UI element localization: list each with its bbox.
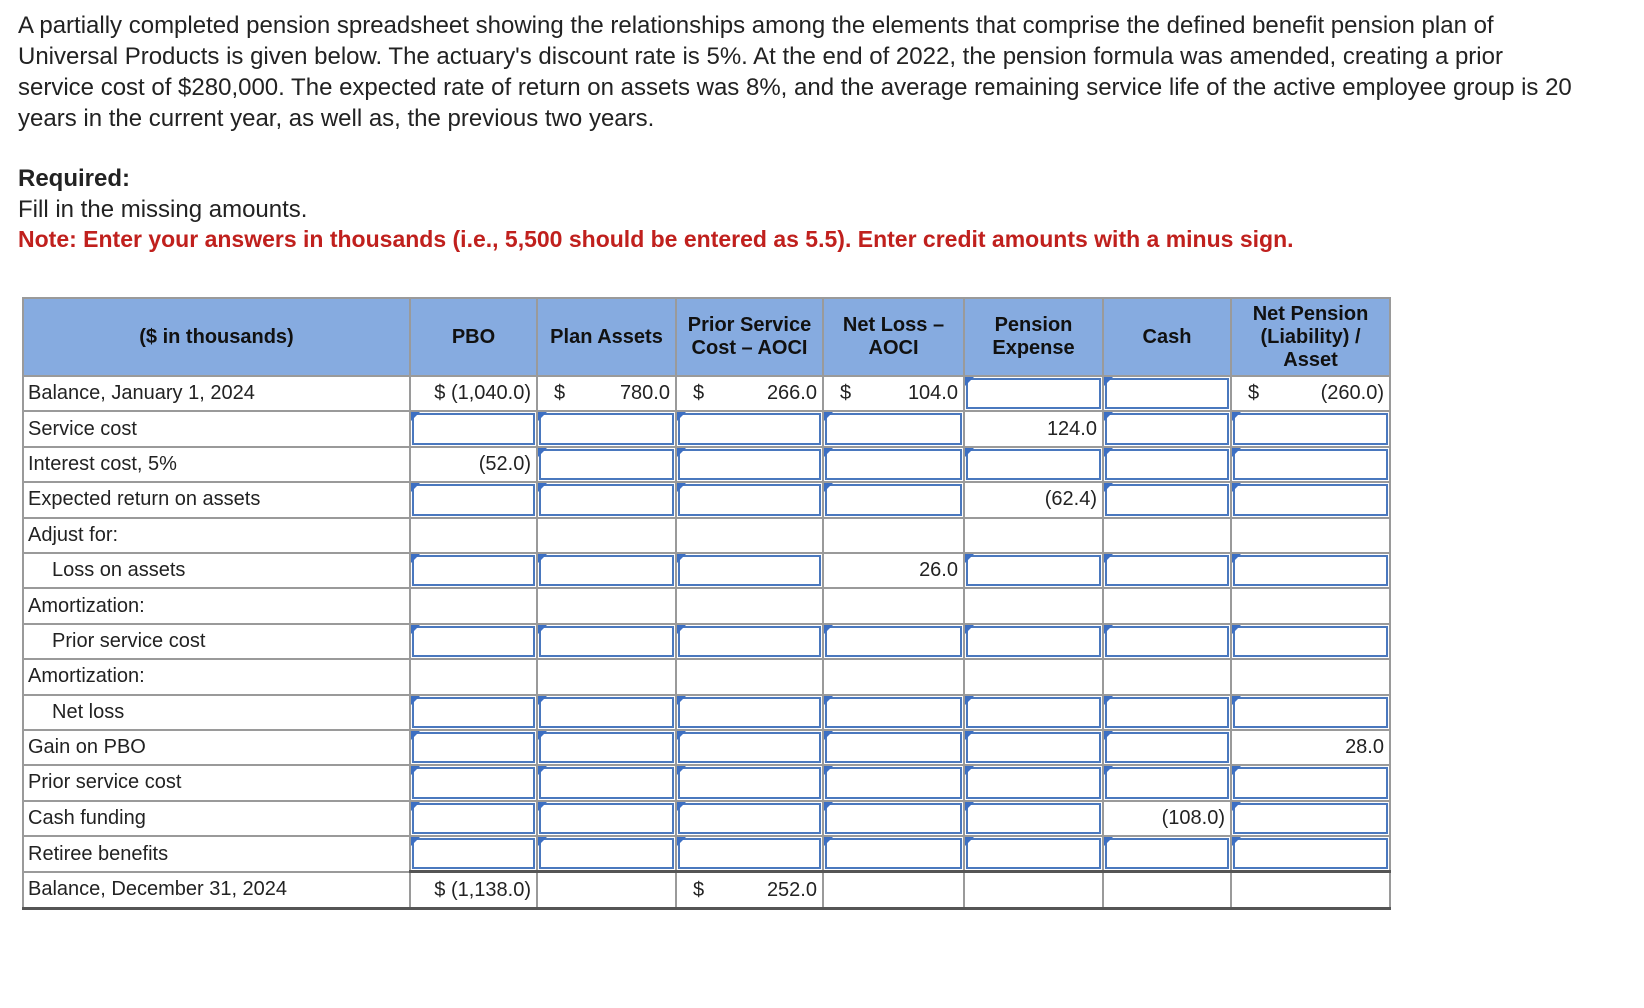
answer-input[interactable] — [1107, 380, 1227, 407]
currency-sign: $ — [693, 878, 705, 901]
answer-input[interactable] — [827, 415, 960, 442]
input-marker-icon — [538, 766, 547, 775]
net-loss-input-cell[interactable] — [823, 447, 964, 482]
header-net-loss: Net Loss – AOCI — [823, 298, 964, 376]
answer-input[interactable] — [414, 628, 533, 655]
plan-assets-input-cell[interactable] — [537, 836, 676, 872]
answer-input[interactable] — [680, 769, 819, 796]
input-marker-icon — [538, 448, 547, 457]
input-marker-icon — [824, 483, 833, 492]
answer-input[interactable] — [541, 840, 672, 867]
answer-input[interactable] — [1107, 840, 1227, 867]
answer-input[interactable] — [1235, 699, 1386, 726]
row-label: Adjust for: — [23, 518, 410, 553]
input-marker-icon — [411, 696, 420, 705]
answer-input[interactable] — [680, 486, 819, 513]
row-label: Expected return on assets — [23, 482, 410, 517]
table-row — [23, 553, 1390, 588]
answer-input[interactable] — [541, 805, 672, 832]
input-marker-icon — [411, 483, 420, 492]
net-loss-input-cell[interactable] — [823, 730, 964, 765]
net-pension-input-cell[interactable] — [1231, 801, 1390, 836]
answer-input[interactable] — [541, 451, 672, 478]
answer-input[interactable] — [968, 451, 1099, 478]
input-marker-icon — [1104, 837, 1113, 846]
input-marker-icon — [677, 412, 686, 421]
input-marker-icon — [824, 448, 833, 457]
table-row — [23, 765, 1390, 800]
cash-total — [1103, 872, 1231, 908]
answer-input[interactable] — [680, 628, 819, 655]
empty-cell — [537, 588, 676, 623]
table-row — [23, 836, 1390, 872]
required-heading: Required: — [18, 165, 131, 192]
input-marker-icon — [1232, 412, 1241, 421]
input-marker-icon — [965, 731, 974, 740]
net-loss-input-cell[interactable] — [823, 695, 964, 730]
pension-expense-input-cell[interactable] — [964, 376, 1103, 411]
table-row — [23, 482, 1390, 517]
answer-input[interactable] — [1107, 769, 1227, 796]
answer-input[interactable] — [1235, 840, 1386, 867]
empty-cell — [410, 518, 537, 553]
table-row — [23, 659, 1390, 694]
input-marker-icon — [1104, 766, 1113, 775]
header-pension-expense: Pension Expense — [964, 298, 1103, 376]
input-marker-icon — [965, 802, 974, 811]
answer-input[interactable] — [414, 415, 533, 442]
empty-cell — [823, 659, 964, 694]
pbo-input-cell[interactable] — [410, 411, 537, 446]
plan-assets-input-cell[interactable] — [537, 801, 676, 836]
input-marker-icon — [1104, 731, 1113, 740]
answer-input[interactable] — [541, 734, 672, 761]
row-label: Retiree benefits — [23, 836, 410, 872]
row-label: Gain on PBO — [23, 730, 410, 765]
input-marker-icon — [965, 696, 974, 705]
input-marker-icon — [538, 802, 547, 811]
answer-input[interactable] — [680, 451, 819, 478]
net-loss-value — [823, 376, 964, 411]
input-marker-icon — [1104, 483, 1113, 492]
pbo-input-cell[interactable] — [410, 553, 537, 588]
answer-input[interactable] — [1235, 628, 1386, 655]
pbo-value: $ (1,138.0) — [410, 872, 537, 908]
empty-cell — [1103, 588, 1231, 623]
cash-input-cell[interactable] — [1103, 553, 1231, 588]
prior-service-input-cell[interactable] — [676, 482, 823, 517]
net-loss-total — [823, 872, 964, 908]
answer-input[interactable] — [1235, 486, 1386, 513]
plan-assets-input-cell[interactable] — [537, 447, 676, 482]
row-label: Loss on assets — [23, 553, 410, 588]
input-marker-icon — [677, 483, 686, 492]
prior-service-input-cell[interactable] — [676, 411, 823, 446]
answer-input[interactable] — [1107, 486, 1227, 513]
table-row — [23, 518, 1390, 553]
answer-input[interactable] — [414, 557, 533, 584]
input-marker-icon — [965, 377, 974, 386]
input-marker-icon — [538, 837, 547, 846]
empty-cell — [410, 588, 537, 623]
answer-input[interactable] — [1107, 628, 1227, 655]
answer-input[interactable] — [541, 557, 672, 584]
cash-input-cell[interactable] — [1103, 376, 1231, 411]
row-label: Balance, January 1, 2024 — [23, 376, 410, 411]
answer-input[interactable] — [1107, 557, 1227, 584]
cash-input-cell[interactable] — [1103, 624, 1231, 659]
input-marker-icon — [677, 766, 686, 775]
table-row — [23, 411, 1390, 446]
table-row — [23, 624, 1390, 659]
input-marker-icon — [677, 802, 686, 811]
header-pbo: PBO — [410, 298, 537, 376]
net-loss-input-cell[interactable] — [823, 836, 964, 872]
table-row — [23, 730, 1390, 765]
pension-expense-input-cell[interactable] — [964, 836, 1103, 872]
empty-cell — [1103, 518, 1231, 553]
empty-cell — [676, 659, 823, 694]
currency-sign: $ — [554, 382, 566, 405]
plan-assets-input-cell[interactable] — [537, 730, 676, 765]
input-marker-icon — [677, 696, 686, 705]
answer-input[interactable] — [968, 628, 1099, 655]
net-pension-input-cell[interactable] — [1231, 553, 1390, 588]
row-label: Balance, December 31, 2024 — [23, 872, 410, 908]
table-row — [23, 695, 1390, 730]
header-plan-assets: Plan Assets — [537, 298, 676, 376]
empty-cell — [1231, 588, 1390, 623]
cash-input-cell[interactable] — [1103, 836, 1231, 872]
net-pension-input-cell[interactable] — [1231, 624, 1390, 659]
prior-service-input-cell[interactable] — [676, 447, 823, 482]
input-marker-icon — [411, 412, 420, 421]
empty-cell — [676, 518, 823, 553]
prior-service-input-cell[interactable] — [676, 624, 823, 659]
input-marker-icon — [1104, 412, 1113, 421]
answer-input[interactable] — [414, 769, 533, 796]
input-marker-icon — [1232, 625, 1241, 634]
cash-input-cell[interactable] — [1103, 482, 1231, 517]
pension-expense-value: 124.0 — [964, 411, 1103, 446]
answer-input[interactable] — [827, 734, 960, 761]
row-label: Interest cost, 5% — [23, 447, 410, 482]
answer-input[interactable] — [680, 699, 819, 726]
answer-input[interactable] — [968, 699, 1099, 726]
answer-input[interactable] — [1235, 769, 1386, 796]
answer-input[interactable] — [827, 628, 960, 655]
answer-input[interactable] — [827, 699, 960, 726]
answer-input[interactable] — [541, 628, 672, 655]
cash-value: (108.0) — [1103, 801, 1231, 836]
input-marker-icon — [1104, 696, 1113, 705]
answer-input[interactable] — [680, 734, 819, 761]
answer-input[interactable] — [680, 557, 819, 584]
pbo-input-cell[interactable] — [410, 730, 537, 765]
answer-input[interactable] — [680, 805, 819, 832]
input-marker-icon — [1232, 448, 1241, 457]
row-label: Prior service cost — [23, 765, 410, 800]
prior-service-input-cell[interactable] — [676, 801, 823, 836]
answer-input[interactable] — [1235, 451, 1386, 478]
net-pension-total — [1231, 872, 1390, 908]
input-marker-icon — [965, 625, 974, 634]
net-pension-value — [1231, 376, 1390, 411]
row-label: Cash funding — [23, 801, 410, 836]
input-marker-icon — [538, 625, 547, 634]
header-label: ($ in thousands) — [23, 298, 410, 376]
answer-input[interactable] — [968, 805, 1099, 832]
plan-assets-input-cell[interactable] — [537, 482, 676, 517]
input-marker-icon — [1232, 837, 1241, 846]
header-cash: Cash — [1103, 298, 1231, 376]
input-marker-icon — [824, 802, 833, 811]
answer-input[interactable] — [827, 769, 960, 796]
currency-sign: $ — [840, 382, 852, 405]
row-label: Service cost — [23, 411, 410, 446]
empty-cell — [676, 588, 823, 623]
answer-input[interactable] — [1107, 415, 1227, 442]
input-marker-icon — [1232, 766, 1241, 775]
header-prior-service: Prior Service Cost – AOCI — [676, 298, 823, 376]
pension-expense-input-cell[interactable] — [964, 765, 1103, 800]
answer-input[interactable] — [1107, 699, 1227, 726]
input-marker-icon — [824, 625, 833, 634]
pension-expense-input-cell[interactable] — [964, 730, 1103, 765]
input-marker-icon — [411, 837, 420, 846]
cash-input-cell[interactable] — [1103, 765, 1231, 800]
answer-input[interactable] — [541, 699, 672, 726]
prior-service-value — [676, 376, 823, 411]
empty-cell — [537, 518, 676, 553]
input-marker-icon — [411, 802, 420, 811]
input-marker-icon — [965, 837, 974, 846]
cash-input-cell[interactable] — [1103, 695, 1231, 730]
answer-input[interactable] — [541, 415, 672, 442]
answer-input[interactable] — [1107, 451, 1227, 478]
net-pension-input-cell[interactable] — [1231, 447, 1390, 482]
pbo-input-cell[interactable] — [410, 765, 537, 800]
empty-cell — [964, 659, 1103, 694]
empty-cell — [964, 518, 1103, 553]
pbo-input-cell[interactable] — [410, 836, 537, 872]
plan-assets-input-cell[interactable] — [537, 765, 676, 800]
empty-cell — [410, 659, 537, 694]
answer-input[interactable] — [1235, 557, 1386, 584]
input-marker-icon — [677, 554, 686, 563]
pension-expense-total — [964, 872, 1103, 908]
table-row — [23, 872, 1390, 908]
net-pension-input-cell[interactable] — [1231, 482, 1390, 517]
answer-input[interactable] — [827, 805, 960, 832]
answer-input[interactable] — [968, 557, 1099, 584]
input-marker-icon — [824, 412, 833, 421]
answer-input[interactable] — [968, 734, 1099, 761]
input-marker-icon — [1104, 625, 1113, 634]
empty-cell — [823, 518, 964, 553]
input-marker-icon — [1232, 554, 1241, 563]
pbo-value: $ (1,040.0) — [410, 376, 537, 411]
net-loss-value: 26.0 — [823, 553, 964, 588]
input-marker-icon — [1232, 696, 1241, 705]
answer-input[interactable] — [1235, 805, 1386, 832]
input-marker-icon — [824, 766, 833, 775]
plan-assets-input-cell[interactable] — [537, 411, 676, 446]
table-row — [23, 376, 1390, 411]
plan-assets-amount: 780.0 — [619, 382, 670, 405]
net-loss-input-cell[interactable] — [823, 801, 964, 836]
plan-assets-value — [537, 376, 676, 411]
answer-input[interactable] — [1107, 734, 1227, 761]
input-marker-icon — [677, 837, 686, 846]
input-marker-icon — [1104, 448, 1113, 457]
net-loss-input-cell[interactable] — [823, 765, 964, 800]
answer-input[interactable] — [414, 805, 533, 832]
input-marker-icon — [824, 731, 833, 740]
row-label: Amortization: — [23, 588, 410, 623]
input-marker-icon — [824, 696, 833, 705]
input-marker-icon — [538, 554, 547, 563]
pbo-value: (52.0) — [410, 447, 537, 482]
plan-assets-input-cell[interactable] — [537, 624, 676, 659]
pension-expense-input-cell[interactable] — [964, 801, 1103, 836]
answer-input[interactable] — [414, 840, 533, 867]
empty-cell — [1231, 659, 1390, 694]
net-pension-amount: (260.0) — [1320, 382, 1384, 405]
prior-service-input-cell[interactable] — [676, 553, 823, 588]
net-pension-input-cell[interactable] — [1231, 695, 1390, 730]
pbo-input-cell[interactable] — [410, 482, 537, 517]
input-marker-icon — [538, 483, 547, 492]
input-marker-icon — [1232, 483, 1241, 492]
net-pension-value: 28.0 — [1231, 730, 1390, 765]
header-net-pension: Net Pension (Liability) / Asset — [1231, 298, 1390, 376]
table-row — [23, 447, 1390, 482]
prior-service-input-cell[interactable] — [676, 730, 823, 765]
net-pension-input-cell[interactable] — [1231, 836, 1390, 872]
pension-expense-input-cell[interactable] — [964, 624, 1103, 659]
answer-input[interactable] — [414, 699, 533, 726]
prior-service-amount: 252.0 — [766, 878, 817, 901]
input-marker-icon — [965, 766, 974, 775]
currency-sign: $ — [1248, 382, 1260, 405]
prior-service-input-cell[interactable] — [676, 695, 823, 730]
net-pension-input-cell[interactable] — [1231, 411, 1390, 446]
net-loss-input-cell[interactable] — [823, 482, 964, 517]
prior-service-input-cell[interactable] — [676, 765, 823, 800]
input-marker-icon — [1232, 802, 1241, 811]
required-text: Fill in the missing amounts. — [18, 196, 308, 223]
empty-cell — [1103, 659, 1231, 694]
pension-expense-value: (62.4) — [964, 482, 1103, 517]
pbo-input-cell[interactable] — [410, 801, 537, 836]
pension-expense-input-cell[interactable] — [964, 447, 1103, 482]
pbo-input-cell[interactable] — [410, 695, 537, 730]
input-marker-icon — [677, 731, 686, 740]
input-marker-icon — [1104, 377, 1113, 386]
input-marker-icon — [677, 625, 686, 634]
answer-input[interactable] — [541, 769, 672, 796]
input-marker-icon — [1104, 554, 1113, 563]
table-row — [23, 588, 1390, 623]
answer-input[interactable] — [541, 486, 672, 513]
input-marker-icon — [411, 766, 420, 775]
table-row — [23, 801, 1390, 836]
entry-note: Note: Enter your answers in thousands (i.e., 5,500 should be entered as 5.5). Enter credit amounts with a minus sign. — [18, 226, 1294, 252]
problem-description: A partially completed pension spreadsheet showing the relationships among the elements that comprise the defined benefit pension plan of Universal Products is given below. The actuary's discount rate is 5%. At the end of 2022, the pension formula was amended, creating a prior service cost of $280,000. The expected rate of return on assets was 8%, and the average remaining service life of the active employee group is 20 years in the current year, as well as, the previous two years. — [18, 12, 1572, 132]
input-marker-icon — [411, 731, 420, 740]
answer-input[interactable] — [968, 769, 1099, 796]
cash-input-cell[interactable] — [1103, 730, 1231, 765]
empty-cell — [1231, 518, 1390, 553]
net-loss-amount: 104.0 — [907, 382, 958, 405]
answer-input[interactable] — [968, 840, 1099, 867]
header-row — [23, 298, 1390, 376]
input-marker-icon — [677, 448, 686, 457]
answer-input[interactable] — [414, 734, 533, 761]
net-pension-input-cell[interactable] — [1231, 765, 1390, 800]
pension-expense-input-cell[interactable] — [964, 553, 1103, 588]
pension-spreadsheet — [22, 297, 1391, 910]
cash-input-cell[interactable] — [1103, 447, 1231, 482]
net-loss-input-cell[interactable] — [823, 411, 964, 446]
pension-expense-input-cell[interactable] — [964, 695, 1103, 730]
plan-assets-input-cell[interactable] — [537, 695, 676, 730]
answer-input[interactable] — [827, 840, 960, 867]
net-loss-input-cell[interactable] — [823, 624, 964, 659]
answer-input[interactable] — [414, 486, 533, 513]
cash-input-cell[interactable] — [1103, 411, 1231, 446]
prior-service-input-cell[interactable] — [676, 836, 823, 872]
answer-input[interactable] — [680, 840, 819, 867]
row-label: Net loss — [23, 695, 410, 730]
answer-input[interactable] — [1235, 415, 1386, 442]
row-label: Prior service cost — [23, 624, 410, 659]
currency-sign: $ — [693, 382, 705, 405]
input-marker-icon — [538, 412, 547, 421]
input-marker-icon — [411, 554, 420, 563]
empty-cell — [964, 588, 1103, 623]
answer-input[interactable] — [827, 451, 960, 478]
input-marker-icon — [965, 554, 974, 563]
prior-service-value — [676, 872, 823, 908]
prior-service-amount: 266.0 — [766, 382, 817, 405]
row-label: Amortization: — [23, 659, 410, 694]
plan-assets-total — [537, 872, 676, 908]
answer-input[interactable] — [680, 415, 819, 442]
empty-cell — [537, 659, 676, 694]
answer-input[interactable] — [827, 486, 960, 513]
input-marker-icon — [411, 625, 420, 634]
input-marker-icon — [538, 731, 547, 740]
empty-cell — [823, 588, 964, 623]
answer-input[interactable] — [968, 380, 1099, 407]
input-marker-icon — [538, 696, 547, 705]
pbo-input-cell[interactable] — [410, 624, 537, 659]
input-marker-icon — [965, 448, 974, 457]
plan-assets-input-cell[interactable] — [537, 553, 676, 588]
input-marker-icon — [824, 837, 833, 846]
